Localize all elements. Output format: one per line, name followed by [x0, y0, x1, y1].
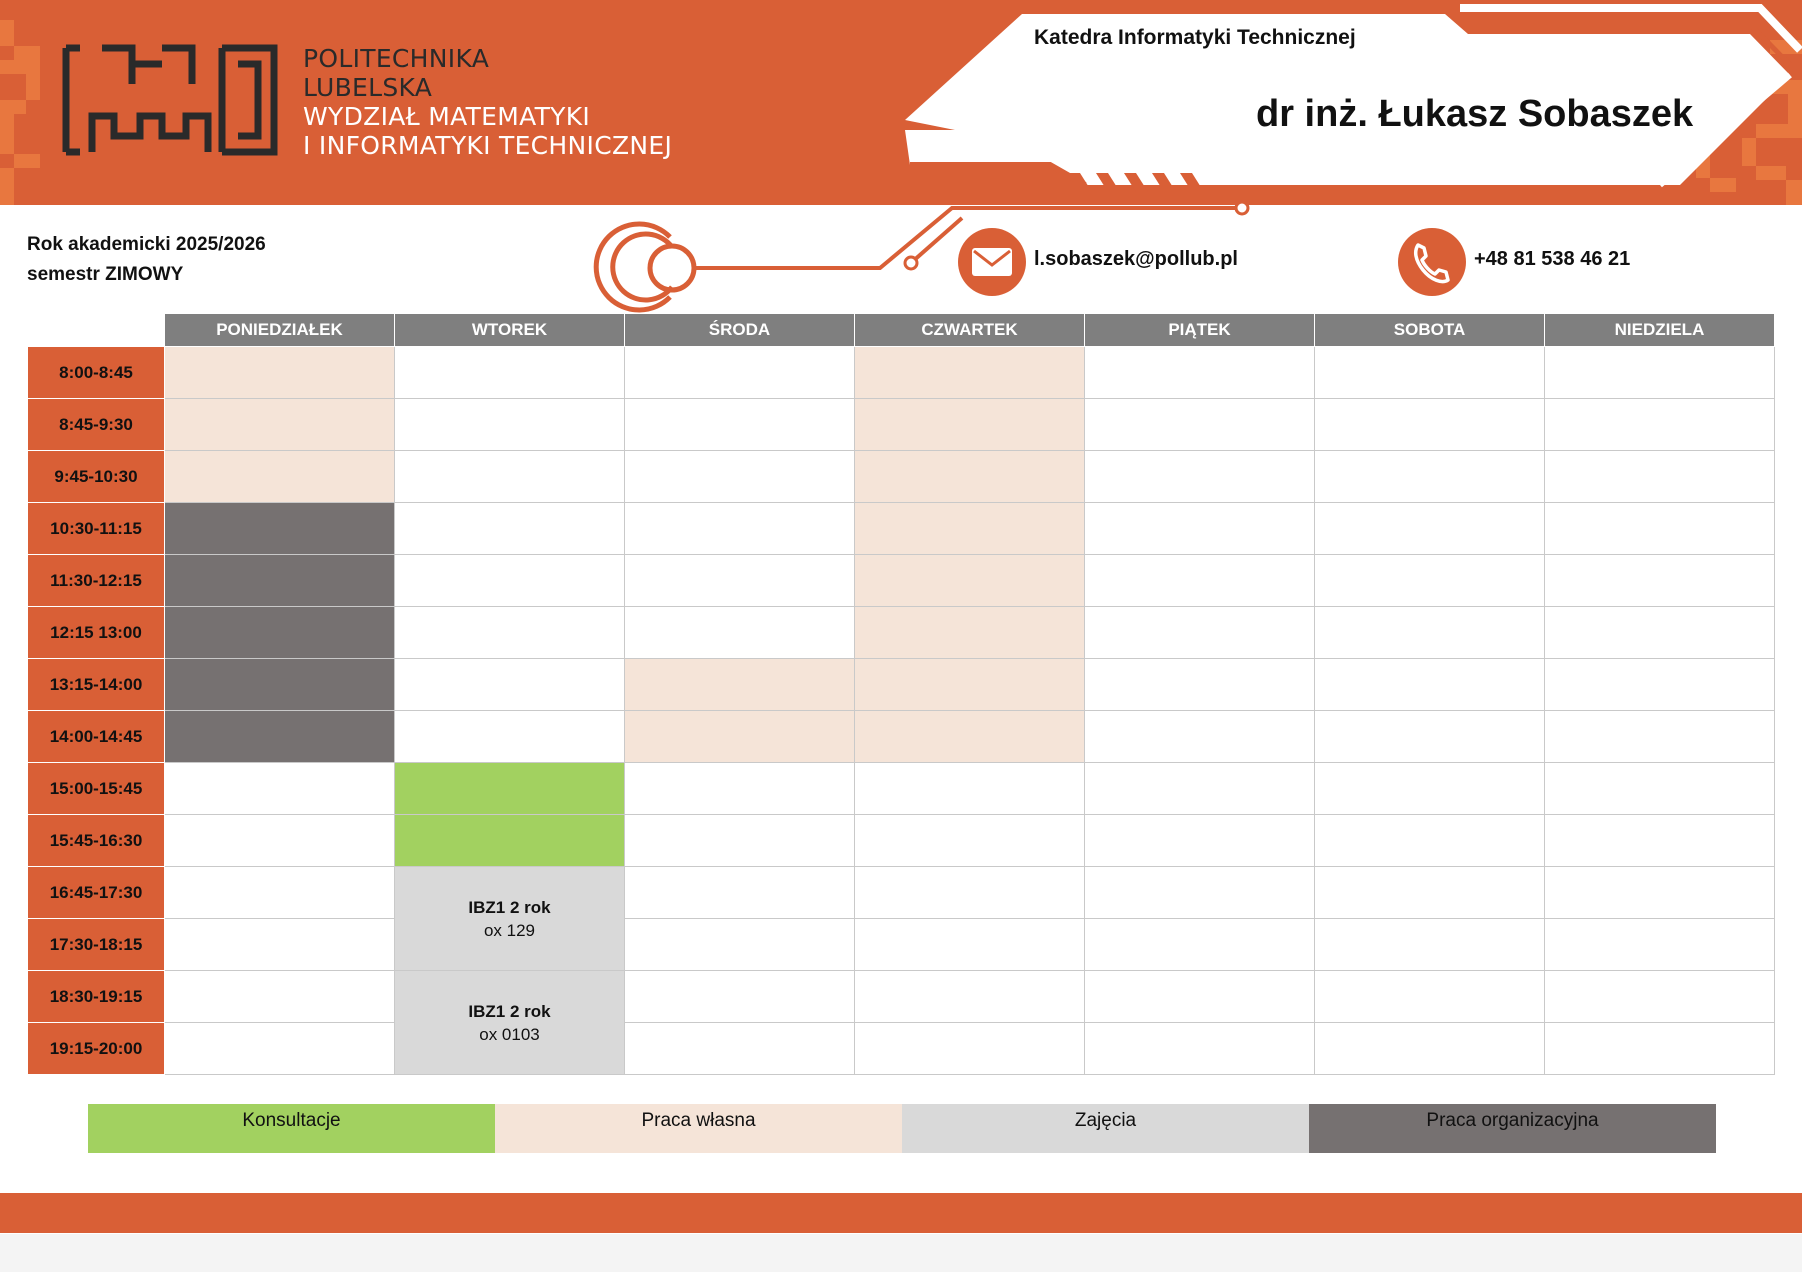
schedule-cell-own	[855, 451, 1085, 503]
schedule-cell	[855, 815, 1085, 867]
schedule-cell	[1315, 711, 1545, 763]
day-header: ŚRODA	[625, 314, 855, 347]
schedule-cell	[855, 867, 1085, 919]
schedule-cell	[1545, 867, 1775, 919]
schedule-cell	[1085, 607, 1315, 659]
class-room: ox 0103	[479, 1024, 540, 1044]
schedule-cell	[395, 555, 625, 607]
class-title: IBZ1 2 rok	[468, 1001, 551, 1021]
schedule-cell-own	[855, 607, 1085, 659]
time-slot-label: 18:30-19:15	[28, 971, 165, 1023]
legend	[88, 1104, 1716, 1153]
schedule-cell-cons	[395, 815, 625, 867]
day-header: WTOREK	[395, 314, 625, 347]
time-row	[28, 971, 1775, 1023]
schedule-cell-org	[165, 555, 395, 607]
schedule-cell	[1085, 451, 1315, 503]
time-row	[28, 867, 1775, 919]
faculty-line-1: WYDZIAŁ MATEMATYKI	[303, 102, 591, 131]
schedule-cell	[1085, 503, 1315, 555]
class-room: ox 129	[483, 920, 536, 940]
schedule-cell	[1085, 399, 1315, 451]
schedule-cell	[625, 555, 855, 607]
schedule-cell	[625, 867, 855, 919]
schedule-cell	[625, 919, 855, 971]
schedule-cell	[165, 867, 395, 919]
schedule-cell-cons	[395, 763, 625, 815]
day-header: PIĄTEK	[1085, 314, 1315, 347]
schedule-cell	[855, 763, 1085, 815]
schedule-cell	[1315, 867, 1545, 919]
schedule-cell	[1315, 1023, 1545, 1075]
schedule-cell	[395, 347, 625, 399]
schedule-cell	[625, 1023, 855, 1075]
class-title: IBZ1 2 rok	[468, 897, 551, 917]
time-slot-label: 13:15-14:00	[28, 659, 165, 711]
time-slot-label: 14:00-14:45	[28, 711, 165, 763]
semester-label: semestr ZIMOWY	[27, 264, 184, 285]
time-row	[28, 763, 1775, 815]
faculty-line-2: I INFORMATYKI TECHNICZNEJ	[303, 131, 673, 160]
circuit-decoration	[0, 0, 1802, 320]
time-slot-label: 11:30-12:15	[28, 555, 165, 607]
time-slot-label: 15:00-15:45	[28, 763, 165, 815]
schedule-cell	[1315, 919, 1545, 971]
schedule-cell	[1545, 971, 1775, 1023]
schedule-cell	[1545, 711, 1775, 763]
schedule-cell	[1545, 399, 1775, 451]
time-row	[28, 607, 1775, 659]
time-row	[28, 503, 1775, 555]
time-row	[28, 451, 1775, 503]
university-line-2: LUBELSKA	[303, 73, 433, 102]
phone-icon	[1398, 228, 1466, 296]
schedule-cell	[1545, 659, 1775, 711]
schedule-cell	[625, 399, 855, 451]
time-slot-label: 9:45-10:30	[28, 451, 165, 503]
department-label: Katedra Informatyki Technicznej	[1034, 26, 1356, 49]
schedule-cell	[1085, 971, 1315, 1023]
schedule-cell	[1085, 815, 1315, 867]
schedule-cell-class	[395, 867, 625, 971]
schedule-cell-org	[165, 503, 395, 555]
schedule-cell-own	[855, 503, 1085, 555]
time-slot-label: 19:15-20:00	[28, 1023, 165, 1075]
schedule-cell	[165, 763, 395, 815]
schedule-cell-own	[855, 399, 1085, 451]
schedule-cell	[625, 763, 855, 815]
legend-item-class: Zajęcia	[902, 1104, 1309, 1153]
time-row	[28, 1023, 1775, 1075]
time-slot-label: 8:45-9:30	[28, 399, 165, 451]
legend-item-cons: Konsultacje	[88, 1104, 495, 1153]
schedule-cell-own	[855, 659, 1085, 711]
schedule-cell-own	[165, 347, 395, 399]
day-header-row	[28, 314, 1775, 347]
schedule-cell	[855, 1023, 1085, 1075]
schedule-cell	[1085, 711, 1315, 763]
time-row	[28, 919, 1775, 971]
schedule-cell-own	[855, 555, 1085, 607]
schedule-cell	[625, 971, 855, 1023]
schedule-cell	[165, 1023, 395, 1075]
time-row	[28, 659, 1775, 711]
schedule-cell	[1545, 763, 1775, 815]
schedule-cell	[855, 919, 1085, 971]
schedule-cell	[1545, 815, 1775, 867]
schedule-cell	[1315, 399, 1545, 451]
semester-info	[27, 230, 266, 290]
corner-cell	[28, 314, 165, 347]
time-row	[28, 815, 1775, 867]
schedule-cell	[1085, 347, 1315, 399]
schedule-cell	[625, 347, 855, 399]
schedule-cell	[165, 919, 395, 971]
schedule-cell-org	[165, 659, 395, 711]
schedule-cell	[395, 399, 625, 451]
schedule-cell	[165, 971, 395, 1023]
schedule-cell	[1315, 971, 1545, 1023]
schedule-cell	[625, 503, 855, 555]
schedule-cell	[1545, 451, 1775, 503]
schedule-cell-own	[165, 451, 395, 503]
schedule-cell	[395, 607, 625, 659]
schedule-cell-own	[165, 399, 395, 451]
schedule-cell	[1085, 867, 1315, 919]
schedule-cell	[1545, 347, 1775, 399]
schedule-cell	[1545, 607, 1775, 659]
schedule-cell	[165, 815, 395, 867]
timetable-grid	[27, 313, 1775, 1075]
schedule-cell	[1315, 659, 1545, 711]
schedule-cell	[1315, 451, 1545, 503]
schedule-cell-org	[165, 607, 395, 659]
day-header: SOBOTA	[1315, 314, 1545, 347]
schedule-cell	[625, 607, 855, 659]
schedule-cell	[1545, 1023, 1775, 1075]
schedule-cell	[1085, 1023, 1315, 1075]
email-address[interactable]: l.sobaszek@pollub.pl	[1034, 248, 1238, 270]
schedule-cell	[1085, 919, 1315, 971]
schedule-cell	[625, 815, 855, 867]
schedule-cell	[1085, 659, 1315, 711]
schedule-cell-class	[395, 971, 625, 1075]
timetable-body	[28, 347, 1775, 1075]
academic-year: Rok akademicki 2025/2026	[27, 234, 266, 255]
schedule-cell-own	[625, 711, 855, 763]
time-slot-label: 17:30-18:15	[28, 919, 165, 971]
phone-number[interactable]: +48 81 538 46 21	[1474, 248, 1631, 270]
schedule-cell	[625, 451, 855, 503]
schedule-cell	[1545, 503, 1775, 555]
schedule-cell	[395, 451, 625, 503]
schedule-cell	[395, 503, 625, 555]
university-line-1: POLITECHNIKA	[303, 44, 490, 73]
legend-item-own: Praca własna	[495, 1104, 902, 1153]
schedule-cell	[1085, 763, 1315, 815]
time-row	[28, 555, 1775, 607]
schedule-cell	[1315, 815, 1545, 867]
legend-item-org: Praca organizacyjna	[1309, 1104, 1716, 1153]
schedule-cell	[395, 711, 625, 763]
time-row	[28, 399, 1775, 451]
time-slot-label: 15:45-16:30	[28, 815, 165, 867]
time-row	[28, 347, 1775, 399]
envelope-icon	[958, 228, 1026, 296]
time-slot-label: 12:15 13:00	[28, 607, 165, 659]
schedule-cell-own	[625, 659, 855, 711]
schedule-cell-org	[165, 711, 395, 763]
schedule-cell	[1315, 555, 1545, 607]
schedule-cell	[1085, 555, 1315, 607]
lecturer-name: dr inż. Łukasz Sobaszek	[1256, 93, 1694, 135]
day-header: PONIEDZIAŁEK	[165, 314, 395, 347]
time-slot-label: 16:45-17:30	[28, 867, 165, 919]
schedule-cell	[1545, 919, 1775, 971]
schedule-cell	[1315, 347, 1545, 399]
time-slot-label: 10:30-11:15	[28, 503, 165, 555]
day-header: CZWARTEK	[855, 314, 1085, 347]
schedule-cell	[1315, 607, 1545, 659]
time-slot-label: 8:00-8:45	[28, 347, 165, 399]
day-header: NIEDZIELA	[1545, 314, 1775, 347]
schedule-cell-own	[855, 347, 1085, 399]
schedule-cell	[1545, 555, 1775, 607]
schedule-cell	[855, 971, 1085, 1023]
schedule-cell-own	[855, 711, 1085, 763]
schedule-cell	[395, 659, 625, 711]
schedule-cell	[1315, 763, 1545, 815]
time-row	[28, 711, 1775, 763]
footer-bar	[0, 1193, 1802, 1233]
schedule-cell	[1315, 503, 1545, 555]
